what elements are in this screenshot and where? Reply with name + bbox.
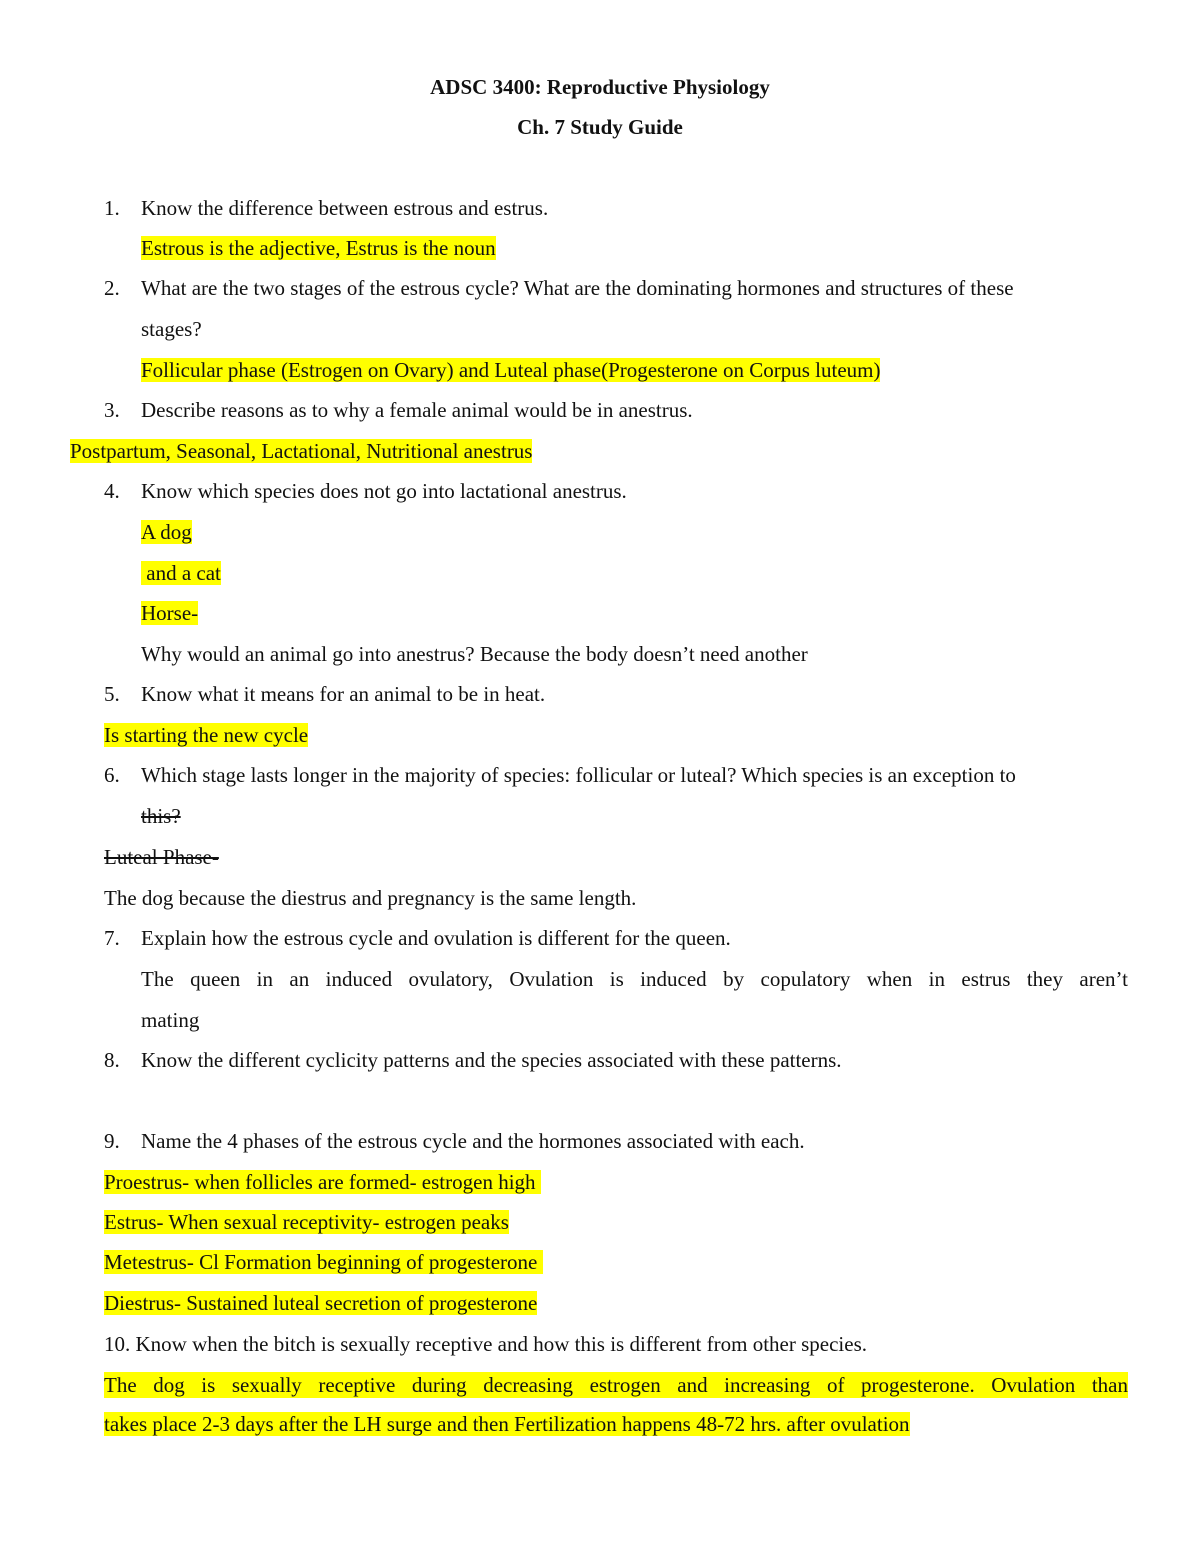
question-number: 6. <box>104 763 120 787</box>
question-text: Know what it means for an animal to be in heat. <box>141 682 546 706</box>
highlighted-answer: Diestrus- Sustained luteal secretion of progesterone <box>104 1291 538 1315</box>
question-number: 9. <box>104 1129 120 1153</box>
answer-1 <box>141 235 496 261</box>
question-text: Which stage lasts longer in the majority of species: follicular or luteal? Which species is an exception to <box>141 763 1016 787</box>
phase-proestrus <box>104 1169 541 1195</box>
highlighted-answer: Postpartum, Seasonal, Lactational, Nutritional anestrus <box>70 439 533 463</box>
answer-7-line-1: The queen in an induced ovulatory, Ovulation is induced by copulatory when in estrus they aren’t <box>141 967 1128 991</box>
answer-3 <box>70 438 532 464</box>
highlighted-answer: Follicular phase (Estrogen on Ovary) and Luteal phase(Progesterone on Corpus luteum) <box>141 358 881 382</box>
highlighted-answer: Is starting the new cycle <box>104 723 309 747</box>
question-number: 7. <box>104 926 120 950</box>
question-10 <box>104 1331 867 1357</box>
highlighted-answer: Estrus- When sexual receptivity- estrogen peaks <box>104 1210 509 1234</box>
course-title: ADSC 3400: Reproductive Physiology <box>430 75 770 99</box>
answer-4-dog <box>141 519 192 545</box>
question-number: 1. <box>104 196 120 220</box>
highlighted-answer: A dog <box>141 520 192 544</box>
question-6-continued: this? <box>141 804 181 828</box>
highlighted-answer: takes place 2-3 days after the LH surge and then Fertilization happens 48-72 hrs. after ovulation <box>104 1412 910 1436</box>
question-number: 5. <box>104 682 120 706</box>
highlighted-answer: and a cat <box>141 561 221 585</box>
answer-6: The dog because the diestrus and pregnancy is the same length. <box>104 886 637 910</box>
question-text: Know which species does not go into lactational anestrus. <box>141 479 627 503</box>
answer-7-line-2: mating <box>141 1008 200 1032</box>
highlighted-answer: Estrous is the adjective, Estrus is the noun <box>141 236 496 260</box>
answer-4-horse <box>141 600 198 626</box>
phase-metestrus <box>104 1249 543 1275</box>
question-number: 2. <box>104 276 120 300</box>
phase-diestrus <box>104 1290 537 1316</box>
highlighted-answer: Horse- <box>141 601 199 625</box>
page-subtitle: Ch. 7 Study Guide <box>517 115 683 139</box>
question-text: Know the difference between estrous and estrus. <box>141 196 549 220</box>
question-text: Explain how the estrous cycle and ovulation is different for the queen. <box>141 926 731 950</box>
answer-5 <box>104 722 308 748</box>
question-text: Know the different cyclicity patterns and the species associated with these patterns. <box>141 1048 842 1072</box>
question-number: 3. <box>104 398 120 422</box>
question-text: Name the 4 phases of the estrous cycle and the hormones associated with each. <box>141 1129 805 1153</box>
highlighted-answer: Proestrus- when follicles are formed- estrogen high <box>104 1170 541 1194</box>
answer-2 <box>141 357 880 383</box>
answer-4-cat <box>141 560 221 586</box>
note-4: Why would an animal go into anestrus? Because the body doesn’t need another <box>141 642 808 666</box>
question-text: Know when the bitch is sexually receptive and how this is different from other species. <box>135 1332 868 1356</box>
question-number: 10. <box>104 1332 131 1356</box>
question-2-continued: stages? <box>141 317 202 341</box>
question-number: 8. <box>104 1048 120 1072</box>
question-number: 4. <box>104 479 120 503</box>
question-text: Describe reasons as to why a female animal would be in anestrus. <box>141 398 693 422</box>
answer-10-line-2 <box>104 1411 910 1437</box>
highlighted-answer: Metestrus- Cl Formation beginning of progesterone <box>104 1250 543 1274</box>
phase-estrus <box>104 1209 509 1235</box>
answer-6-struck: Luteal Phase- <box>104 845 219 869</box>
answer-10-line-1: The dog is sexually receptive during decreasing estrogen and increasing of progesterone. Ovulation than <box>104 1373 1128 1397</box>
question-text: What are the two stages of the estrous cycle? What are the dominating hormones and structures of these <box>141 276 1014 300</box>
